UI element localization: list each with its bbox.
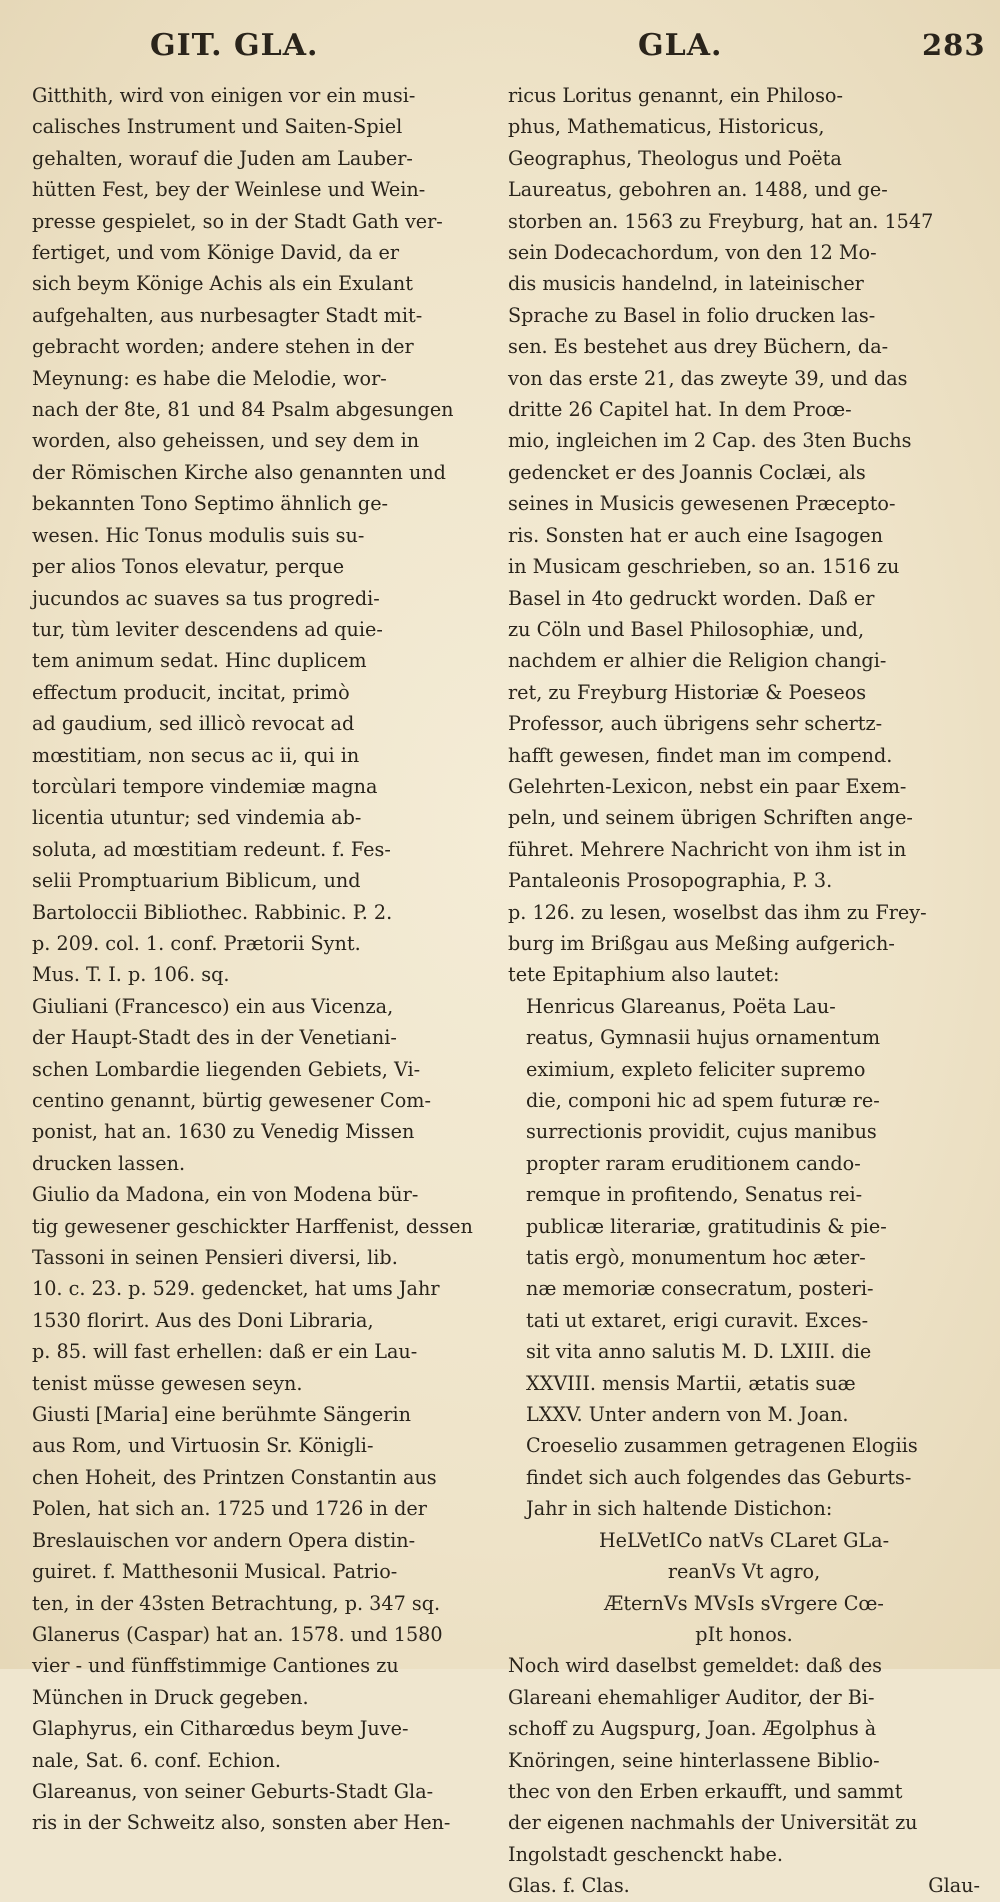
text-line: der Römischen Kirche also genannten und bbox=[32, 460, 446, 484]
text-line: Geographus, Theologus und Poëta bbox=[508, 146, 842, 170]
text-line: pIt honos. bbox=[695, 1622, 793, 1646]
text-line: vier - und fünffstimmige Cantiones zu bbox=[32, 1654, 399, 1678]
text-line: aus Rom, und Virtuosin Sr. Königli- bbox=[32, 1434, 374, 1458]
text-line: selii Promptuarium Biblicum, und bbox=[32, 869, 361, 893]
text-line: Giusti [Maria] eine berühmte Sängerin bbox=[32, 1403, 411, 1427]
text-line: sich beym Könige Achis als ein Exulant bbox=[32, 272, 413, 296]
text-line: storben an. 1563 zu Freyburg, hat an. 1547 bbox=[508, 209, 934, 233]
text-line: Henricus Glareanus, Poëta Lau- bbox=[526, 994, 836, 1018]
text-line: Knöringen, seine hinterlassene Biblio- bbox=[508, 1748, 880, 1772]
text-line: remque in profitendo, Senatus rei- bbox=[526, 1183, 863, 1207]
text-line: licentia utuntur; sed vindemia ab- bbox=[32, 806, 362, 830]
text-line: mio, ingleichen im 2 Cap. des 3ten Buchs bbox=[508, 429, 912, 453]
text-line: gebracht worden; andere stehen in der bbox=[32, 335, 414, 359]
text-line: chen Hoheit, des Printzen Constantin aus bbox=[32, 1465, 437, 1489]
text-line: ris in der Schweitz also, sonsten aber Hen- bbox=[32, 1811, 451, 1835]
text-line: centino genannt, bürtig gewesener Com- bbox=[32, 1089, 431, 1112]
right-column-text bbox=[508, 80, 980, 991]
text-line: presse gespielet, so in der Stadt Gath ver- bbox=[32, 209, 443, 233]
text-line: propter raram eruditionem cando- bbox=[526, 1151, 861, 1175]
text-line: ris. Sonsten hat er auch eine Isagogen bbox=[508, 523, 884, 547]
text-line: zu Cöln und Basel Philosophiæ, und, bbox=[508, 617, 865, 641]
text-line: XXVIII. mensis Martii, ætatis suæ bbox=[526, 1371, 856, 1395]
text-line: Giuliani (Francesco) ein aus Vicenza, bbox=[32, 994, 394, 1018]
text-line: Croeselio zusammen getragenen Elogiis bbox=[526, 1434, 918, 1458]
text-line: burg im Brißgau aus Meßing aufgerich- bbox=[508, 931, 895, 955]
text-line: thec von den Erben erkaufft, und sammt bbox=[508, 1779, 903, 1803]
dictionary-entry bbox=[32, 1399, 462, 1619]
distichon bbox=[508, 1525, 980, 1651]
text-line: tete Epitaphium also lautet: bbox=[508, 963, 780, 987]
text-line: 1530 florirt. Aus des Doni Libraria, bbox=[32, 1308, 374, 1332]
text-line: Professor, auch übrigens sehr schertz- bbox=[508, 712, 883, 736]
text-line: calisches Instrument und Saiten-Spiel bbox=[32, 115, 403, 139]
text-line: Jahr in sich haltende Distichon: bbox=[526, 1497, 833, 1521]
text-line: mœstitiam, non secus ac ii, qui in bbox=[32, 743, 360, 767]
dictionary-entry bbox=[32, 1776, 462, 1839]
left-column bbox=[32, 80, 473, 1839]
text-line: surrectionis providit, cujus manibus bbox=[526, 1120, 877, 1144]
text-line: Meynung: es habe die Melodie, wor- bbox=[32, 366, 387, 390]
dictionary-entry bbox=[32, 1179, 473, 1399]
text-line: dritte 26 Capitel hat. In dem Proœ- bbox=[508, 398, 852, 422]
text-line: München in Druck gegeben. bbox=[32, 1685, 309, 1709]
text-line: nach der 8te, 81 und 84 Psalm abgesungen bbox=[32, 398, 454, 422]
text-line: guiret. f. Matthesonii Musical. Patrio- bbox=[32, 1560, 398, 1584]
text-line: Gitthith, wird von einigen vor ein musi- bbox=[32, 84, 416, 107]
text-line: 10. c. 23. p. 529. gedencket, hat ums Jahr bbox=[32, 1277, 440, 1301]
text-line: Ingolstadt geschenckt habe. bbox=[508, 1842, 784, 1866]
text-line: die, componi hic ad spem futuræ re- bbox=[526, 1089, 880, 1112]
text-line: ad gaudium, sed illicò revocat ad bbox=[32, 712, 355, 736]
text-line: reatus, Gymnasii hujus ornamentum bbox=[526, 1026, 881, 1050]
text-line: HeLVetICo natVs CLaret GLa- bbox=[598, 1528, 890, 1552]
text-line: Gelehrten-Lexicon, nebst ein paar Exem- bbox=[508, 774, 907, 798]
text-line: der eigenen nachmahls der Universität zu bbox=[508, 1811, 918, 1835]
page-footer-line bbox=[508, 1870, 980, 1901]
text-line: Mus. T. I. p. 106. sq. bbox=[32, 963, 230, 987]
text-line: Giulio da Madona, ein von Modena bür- bbox=[32, 1183, 419, 1207]
text-line: tati ut extaret, erigi curavit. Exces- bbox=[526, 1308, 869, 1332]
text-line: nachdem er alhier die Religion changi- bbox=[508, 649, 887, 673]
text-line: sit vita anno salutis M. D. LXIII. die bbox=[526, 1340, 872, 1364]
text-line: torcùlari tempore vindemiæ magna bbox=[32, 774, 378, 798]
closing-paragraph bbox=[508, 1650, 980, 1870]
text-line: p. 126. zu lesen, woselbst das ihm zu Frey- bbox=[508, 900, 927, 924]
text-line: næ memoriæ consecratum, posteri- bbox=[526, 1277, 874, 1301]
text-line: dis musicis handelnd, in lateinischer bbox=[508, 272, 864, 296]
text-line: tem animum sedat. Hinc duplicem bbox=[32, 649, 367, 673]
text-line: jucundos ac suaves sa tus progredi- bbox=[32, 586, 380, 610]
right-running-head: GLA. bbox=[638, 28, 723, 63]
text-line: Glaphyrus, ein Citharœdus beym Juve- bbox=[32, 1717, 409, 1741]
text-line: in Musicam geschrieben, so an. 1516 zu bbox=[508, 555, 900, 579]
text-line: führet. Mehrere Nachricht von ihm ist in bbox=[508, 837, 907, 861]
text-line: Laureatus, gebohren an. 1488, und ge- bbox=[508, 178, 888, 202]
text-line: schen Lombardie liegenden Gebiets, Vi- bbox=[32, 1057, 421, 1081]
text-line: Glareanus, von seiner Geburts-Stadt Gla- bbox=[32, 1779, 434, 1803]
text-line: Sprache zu Basel in folio drucken las- bbox=[508, 303, 876, 327]
text-line: Tassoni in seinen Pensieri diversi, lib. bbox=[32, 1246, 398, 1270]
text-line: ten, in der 43sten Betrachtung, p. 347 sq. bbox=[32, 1591, 441, 1615]
text-line: worden, also geheissen, und sey dem in bbox=[32, 429, 420, 453]
text-line: bekannten Tono Septimo ähnlich ge- bbox=[32, 492, 389, 516]
text-line: seines in Musicis gewesenen Præcepto- bbox=[508, 492, 896, 516]
text-line: tig gewesener geschickter Harffenist, dessen bbox=[32, 1214, 473, 1238]
text-line: phus, Mathematicus, Historicus, bbox=[508, 115, 825, 139]
text-line: LXXV. Unter andern von M. Joan. bbox=[526, 1403, 849, 1427]
dictionary-entry bbox=[32, 1713, 462, 1776]
text-line: schoff zu Augspurg, Joan. Ægolphus à bbox=[508, 1717, 877, 1741]
dictionary-entry bbox=[32, 1619, 462, 1713]
epitaph-text bbox=[508, 991, 980, 1525]
text-line: sein Dodecachordum, von den 12 Mo- bbox=[508, 241, 877, 265]
text-line: findet sich auch folgendes das Geburts- bbox=[526, 1465, 912, 1489]
text-line: tenist müsse gewesen seyn. bbox=[32, 1371, 303, 1395]
text-line: p. 209. col. 1. conf. Prætorii Synt. bbox=[32, 931, 361, 955]
text-line: publicæ literariæ, gratitudinis & pie- bbox=[526, 1214, 887, 1238]
text-line: ret, zu Freyburg Historiæ & Poeseos bbox=[508, 680, 867, 704]
text-line: Glareani ehemahliger Auditor, der Bi- bbox=[508, 1685, 875, 1709]
text-line: peln, und seinem übrigen Schriften ange- bbox=[508, 806, 913, 830]
text-line: Glanerus (Caspar) hat an. 1578. und 1580 bbox=[32, 1622, 443, 1646]
right-column bbox=[508, 80, 980, 1902]
text-line: ponist, hat an. 1630 zu Venedig Missen bbox=[32, 1120, 415, 1144]
page-number: 283 bbox=[922, 28, 986, 62]
cross-reference: Glas. f. Clas. bbox=[508, 1874, 630, 1898]
text-line: Polen, hat sich an. 1725 und 1726 in der bbox=[32, 1497, 427, 1521]
text-line: hafft gewesen, findet man im compend. bbox=[508, 743, 893, 767]
text-line: gehalten, worauf die Juden am Lauber- bbox=[32, 146, 413, 170]
text-line: ÆternVs MVsIs sVrgere Cœ- bbox=[604, 1591, 884, 1615]
text-line: reanVs Vt agro, bbox=[667, 1560, 821, 1584]
text-line: per alios Tonos elevatur, perque bbox=[32, 555, 345, 579]
text-line: Bartoloccii Bibliothec. Rabbinic. P. 2. bbox=[32, 900, 393, 924]
text-line: eximium, expleto feliciter supremo bbox=[526, 1057, 866, 1081]
text-line: hütten Fest, bey der Weinlese und Wein- bbox=[32, 178, 426, 202]
text-line: effectum producit, incitat, primò bbox=[32, 680, 350, 704]
text-line: tur, tùm leviter descendens ad quie- bbox=[32, 617, 383, 641]
left-running-head: GIT. GLA. bbox=[150, 28, 319, 63]
text-line: Pantaleonis Prosopographia, P. 3. bbox=[508, 869, 833, 893]
text-line: fertiget, und vom Könige David, da er bbox=[32, 241, 400, 265]
text-line: ricus Loritus genannt, ein Philoso- bbox=[508, 84, 843, 107]
text-line: wesen. Hic Tonus modulis suis su- bbox=[32, 523, 365, 547]
text-line: gedencket er des Joannis Coclæi, als bbox=[508, 460, 866, 484]
text-line: tatis ergò, monumentum hoc æter- bbox=[526, 1246, 866, 1270]
text-line: von das erste 21, das zweyte 39, und das bbox=[508, 366, 908, 390]
text-line: nale, Sat. 6. conf. Echion. bbox=[32, 1748, 281, 1772]
text-line: aufgehalten, aus nurbesagter Stadt mit- bbox=[32, 303, 423, 327]
text-line: soluta, ad mœstitiam redeunt. f. Fes- bbox=[32, 837, 391, 861]
dictionary-entry bbox=[32, 991, 462, 1179]
catchword: Glau- bbox=[928, 1874, 980, 1898]
text-line: drucken lassen. bbox=[32, 1151, 186, 1175]
text-line: Basel in 4to gedruckt worden. Daß er bbox=[508, 586, 875, 610]
text-line: Noch wird daselbst gemeldet: daß des bbox=[508, 1654, 883, 1678]
text-line: der Haupt-Stadt des in der Venetiani- bbox=[32, 1026, 397, 1050]
dictionary-entry bbox=[32, 80, 462, 991]
text-line: p. 85. will fast erhellen: daß er ein Lau- bbox=[32, 1340, 418, 1364]
text-line: sen. Es bestehet aus drey Büchern, da- bbox=[508, 335, 889, 359]
text-line: Breslauischen vor andern Opera distin- bbox=[32, 1528, 416, 1552]
